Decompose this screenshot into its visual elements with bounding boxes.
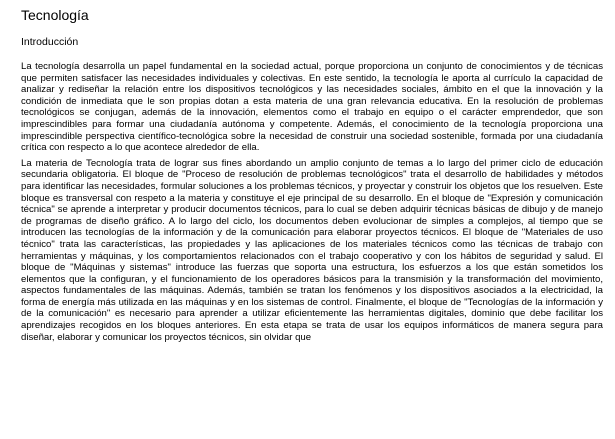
document-title: Tecnología (21, 7, 89, 23)
paragraph-2: La materia de Tecnología trata de lograr sus fines abordando un amplio conjunto de temas a lo largo del primer ciclo de educación secundaria obligatoria. El bloque de "Proceso de resolución de problemas tecnológicos" trata el desarrollo de habilidades y métodos para identificar las necesidades, formular soluciones a los problemas técnicos, y proyectar y construir los objetos que los resuelven. Este bloque es transversal con respeto a la materia y constituye el eje principal de su desarrollo. En el bloque de "Expresión y comunicación técnica" se aprende a interpretar y producir documentos técnicos, para lo cual se deben adquirir técnicas básicas de dibujo y de manejo de programas de diseño gráfico. A lo largo del ciclo, los documentos deben evolucionar de simples a complejos, al tiempo que se introducen las tecnologías de la información y de la comunicación para elaborar proyectos técnicos. El bloque de "Materiales de uso técnico" trata las características, las propiedades y las aplicaciones de los materiales técnicos como las técnicas de trabajo con herramientas y máquinas, y los comportamientos relacionados con el trabajo cooperativo y con los hábitos de seguridad y salud. El bloque de "Máquinas y sistemas" introduce las fuerzas que soporta una estructura, los esfuerzos a los que están sometidos los elementos que la configuran, y el funcionamiento de los operadores básicos para la transmisión y la transformación del movimiento, aspectos fundamentales de las máquinas. Además, también se tratan los fenómenos y los dispositivos asociados a la electricidad, la forma de energía más utilizada en las máquinas y en los sistemas de control. Finalmente, el bloque de "Tecnologías de la información y de la comunicación" es necesario para aprender a utilizar eficientemente las herramientas digitales, dominio que debe facilitar los aprendizajes recogidos en los bloques anteriores. En esta etapa se trata de usar los equipos informáticos de manera segura para diseñar, elaborar y comunicar los proyectos técnicos, sin olvidar que (21, 157, 603, 343)
paragraph-1: La tecnología desarrolla un papel fundamental en la sociedad actual, porque proporciona un conjunto de conocimientos y de técnicas que permiten satisfacer las necesidades individuales y colectivas. En este sentido, la tecnología le aporta al currículo la capacidad de analizar y rediseñar la relación entre los dispositivos tecnológicos y las necesidades sociales, ámbito en el que la innovación y la condición de inmediata que le son propias dotan a esta materia de una gran relevancia educativa. En la resolución de problemas tecnológicos se conjugan, además de la innovación, elementos como el trabajo en equipo o el carácter emprendedor, que son imprescindibles para formar una ciudadanía autónoma y competente. Además, el conocimiento de la tecnología proporciona una imprescindible perspectiva científico-tecnológica sobre la necesidad de construir una sociedad sostenible, formada por una ciudadanía crítica con respecto a lo que acontece alrededor de ella. (21, 61, 603, 154)
section-heading-introduccion: Introducción (21, 36, 79, 48)
